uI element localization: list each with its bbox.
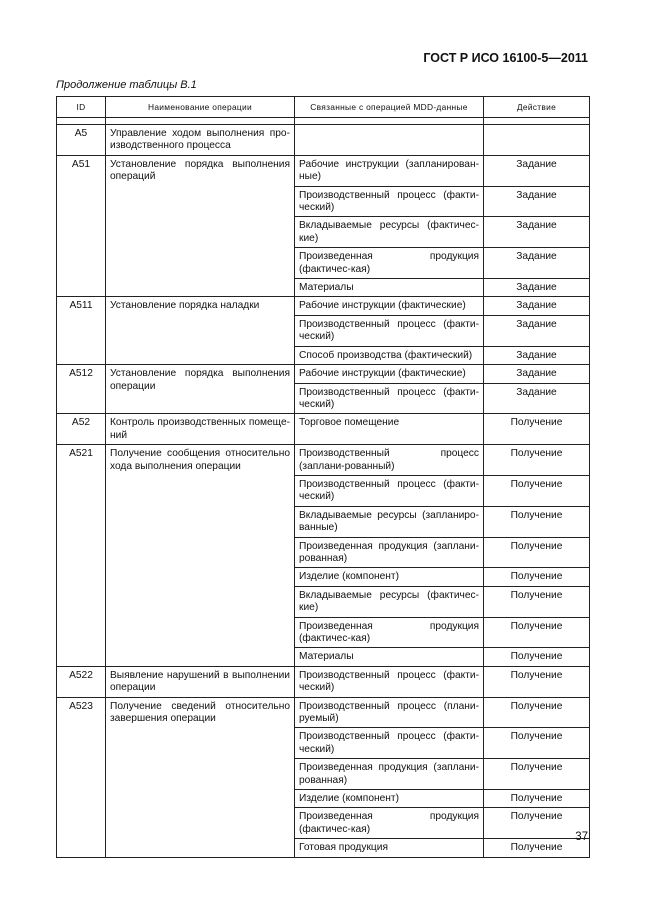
operation-name-cell: Установление порядка выполнения операции: [106, 365, 295, 414]
table-row: [57, 414, 590, 445]
header-spacer-row: [57, 118, 590, 125]
table-row: [57, 125, 590, 156]
action-cell: Получение: [484, 790, 590, 808]
mdd-data-cell: Вкладываемые ресурсы (фактичес-кие): [295, 217, 484, 248]
column-header-mdd: Связанные с операцией MDD-данные: [295, 97, 484, 118]
mdd-data-cell: Произведенная продукция (заплани-рованная): [295, 537, 484, 568]
action-cell: Получение: [484, 414, 590, 445]
mdd-data-cell: Произведенная продукция (заплани-рованная): [295, 759, 484, 790]
mdd-data-cell: Изделие (компонент): [295, 790, 484, 808]
column-header-action: Действие: [484, 97, 590, 118]
column-header-id: ID: [57, 97, 106, 118]
operation-id-cell: A521: [57, 445, 106, 667]
action-cell: Получение: [484, 445, 590, 476]
operation-name-cell: Получение сведений относительно завершения операции: [106, 697, 295, 857]
operation-name-cell: Выявление нарушений в выполнении операции: [106, 666, 295, 697]
action-cell: Задание: [484, 315, 590, 346]
operation-id-cell: A522: [57, 666, 106, 697]
operation-name-cell: Управление ходом выполнения про-изводственного процесса: [106, 125, 295, 156]
mdd-data-cell: Изделие (компонент): [295, 568, 484, 586]
mdd-data-cell: Производственный процесс (факти-ческий): [295, 315, 484, 346]
mdd-data-cell: Готовая продукция: [295, 839, 484, 857]
operation-name-cell: Установление порядка выполнения операций: [106, 155, 295, 297]
mdd-data-cell: Производственный процесс (факти-ческий): [295, 475, 484, 506]
mdd-data-cell: Производственный процесс (заплани-рованный): [295, 445, 484, 476]
action-cell: Получение: [484, 537, 590, 568]
table-row: [57, 365, 590, 383]
table-row: [57, 155, 590, 186]
mdd-data-cell: Производственный процесс (плани-руемый): [295, 697, 484, 728]
operation-id-cell: A5: [57, 125, 106, 156]
table-row: [57, 697, 590, 728]
mdd-data-cell: Торговое помещение: [295, 414, 484, 445]
table-row: [57, 445, 590, 476]
mdd-data-cell: Материалы: [295, 648, 484, 666]
action-cell: Получение: [484, 839, 590, 857]
action-cell: Получение: [484, 728, 590, 759]
action-cell: Задание: [484, 346, 590, 364]
mdd-data-cell: Производственный процесс (факти-ческий): [295, 383, 484, 414]
operation-name-cell: Контроль производственных помеще-ний: [106, 414, 295, 445]
mdd-data-cell: Способ производства (фактический): [295, 346, 484, 364]
action-cell: Задание: [484, 248, 590, 279]
standard-designation: ГОСТ Р ИСО 16100-5—2011: [423, 51, 588, 65]
operations-table: [56, 96, 590, 858]
action-cell: Получение: [484, 759, 590, 790]
mdd-data-cell: Производственный процесс (факти-ческий): [295, 728, 484, 759]
column-header-operation: Наименование операции: [106, 97, 295, 118]
action-cell: Задание: [484, 155, 590, 186]
action-cell: Получение: [484, 568, 590, 586]
mdd-data-cell: Вкладываемые ресурсы (фактичес-кие): [295, 586, 484, 617]
table-body: [57, 125, 590, 858]
operation-id-cell: A52: [57, 414, 106, 445]
action-cell: Задание: [484, 383, 590, 414]
page-number: 37: [575, 831, 588, 843]
operation-id-cell: A523: [57, 697, 106, 857]
action-cell: [484, 125, 590, 156]
table-row: [57, 297, 590, 315]
mdd-data-cell: Рабочие инструкции (запланирован-ные): [295, 155, 484, 186]
mdd-data-cell: Вкладываемые ресурсы (запланиро-ванные): [295, 506, 484, 537]
action-cell: Получение: [484, 808, 590, 839]
mdd-data-cell: Производственный процесс (факти-ческий): [295, 186, 484, 217]
mdd-data-cell: Материалы: [295, 279, 484, 297]
operation-name-cell: Установление порядка наладки: [106, 297, 295, 365]
operation-id-cell: A51: [57, 155, 106, 297]
mdd-data-cell: Произведенная продукция (фактичес-кая): [295, 248, 484, 279]
action-cell: Задание: [484, 186, 590, 217]
action-cell: Задание: [484, 217, 590, 248]
action-cell: Получение: [484, 475, 590, 506]
table-header-row: [57, 97, 590, 118]
action-cell: Получение: [484, 506, 590, 537]
action-cell: Получение: [484, 697, 590, 728]
table-caption: Продолжение таблицы В.1: [56, 79, 197, 91]
table-row: [57, 666, 590, 697]
mdd-data-cell: Рабочие инструкции (фактические): [295, 297, 484, 315]
action-cell: Получение: [484, 586, 590, 617]
mdd-data-cell: Рабочие инструкции (фактические): [295, 365, 484, 383]
action-cell: Задание: [484, 297, 590, 315]
operation-id-cell: A511: [57, 297, 106, 365]
action-cell: Получение: [484, 648, 590, 666]
mdd-data-cell: Производственный процесс (факти-ческий): [295, 666, 484, 697]
operation-id-cell: A512: [57, 365, 106, 414]
mdd-data-cell: Произведенная продукция (фактичес-кая): [295, 808, 484, 839]
mdd-data-cell: [295, 125, 484, 156]
action-cell: Задание: [484, 365, 590, 383]
action-cell: Получение: [484, 617, 590, 648]
mdd-data-cell: Произведенная продукция (фактичес-кая): [295, 617, 484, 648]
action-cell: Задание: [484, 279, 590, 297]
operation-name-cell: Получение сообщения относительно хода выполнения операции: [106, 445, 295, 667]
action-cell: Получение: [484, 666, 590, 697]
